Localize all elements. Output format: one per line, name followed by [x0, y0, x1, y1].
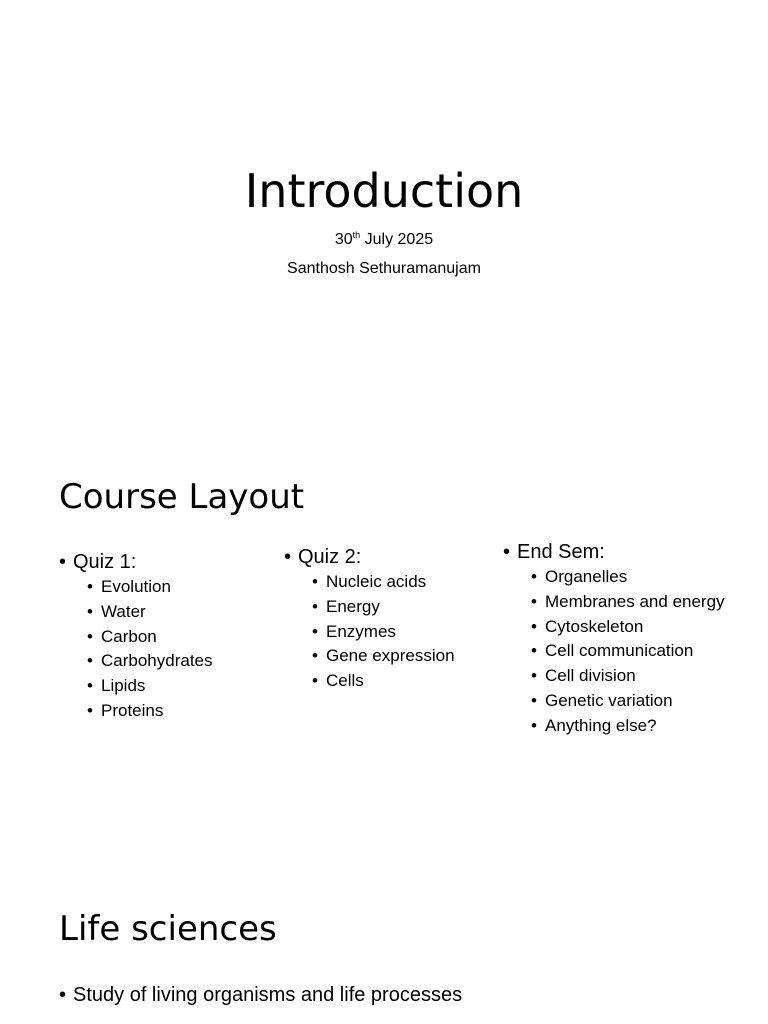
bullet-icon: • [531, 616, 537, 636]
bullet-icon: • [531, 715, 537, 735]
column-end-sem [503, 539, 725, 739]
slide-title-life-sciences: Life sciences [59, 909, 277, 949]
list-item: • Cell communication [531, 639, 725, 664]
presentation-date [0, 230, 768, 250]
column-heading: • Quiz 2: [284, 546, 362, 568]
list-item: • Genetic variation [531, 689, 725, 714]
bullet-icon: • [312, 671, 318, 691]
bullet-icon: • [59, 551, 67, 573]
list-item: • Carbon [87, 625, 213, 650]
bullet-icon: • [531, 591, 537, 611]
list-item: • Anything else? [531, 714, 725, 739]
bullet-icon: • [531, 690, 537, 710]
list-item: • Carbohydrates [87, 649, 213, 674]
bullet-icon: • [531, 641, 537, 661]
list-item: • Proteins [87, 699, 213, 724]
date-day: 30 [334, 231, 353, 248]
bullet-icon: • [87, 577, 93, 596]
bullet-icon: • [312, 572, 318, 591]
list-item: • Water [87, 600, 213, 625]
bullet-icon: • [284, 546, 292, 568]
topic-list [503, 565, 725, 739]
topic-list [284, 570, 455, 694]
list-item: • Energy [312, 595, 455, 620]
life-sciences-bullet: • Study of living organisms and life processes [59, 984, 463, 1006]
list-item: • Evolution [87, 575, 213, 600]
list-item: • Membranes and energy [531, 590, 725, 615]
bullet-icon: • [87, 700, 93, 720]
bullet-icon: • [531, 567, 537, 586]
bullet-icon: • [87, 601, 93, 621]
bullet-icon: • [59, 984, 67, 1006]
column-quiz-2 [284, 544, 455, 694]
bullet-icon: • [503, 541, 511, 563]
list-item: • Enzymes [312, 620, 455, 645]
list-item: • Lipids [87, 674, 213, 699]
column-quiz-1 [59, 549, 213, 724]
list-item: • Cells [312, 669, 455, 694]
list-item: • Gene expression [312, 644, 455, 669]
topic-list [59, 575, 213, 724]
bullet-icon: • [531, 666, 537, 686]
list-item: • Cytoskeleton [531, 615, 725, 640]
list-item: • Organelles [531, 565, 725, 590]
slide-title-introduction: Introduction [244, 164, 524, 218]
bullet-icon: • [87, 676, 93, 696]
list-item: • Cell division [531, 664, 725, 689]
date-month-year: July 2025 [360, 231, 434, 248]
column-heading: • End Sem: [503, 541, 605, 563]
presenter-name: Santhosh Sethuramanujam [287, 260, 481, 277]
bullet-icon: • [312, 621, 318, 641]
list-item: • Nucleic acids [312, 570, 455, 595]
date-suffix: th [352, 230, 361, 240]
bullet-icon: • [87, 626, 93, 646]
bullet-icon: • [312, 596, 318, 616]
slide-title-course-layout: Course Layout [59, 477, 305, 517]
bullet-icon: • [312, 646, 318, 666]
column-heading: • Quiz 1: [59, 551, 137, 573]
bullet-icon: • [87, 651, 93, 671]
